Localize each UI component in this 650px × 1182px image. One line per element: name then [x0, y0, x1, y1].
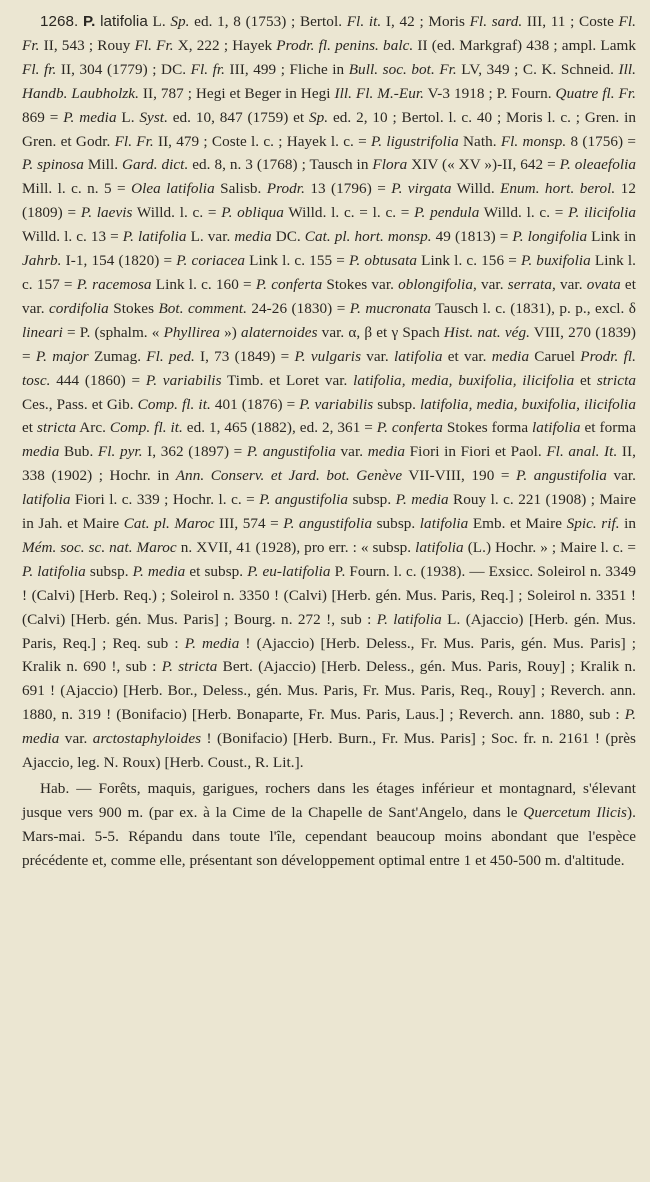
italic-text-run: Fl. it. [346, 13, 382, 30]
italic-text-run: Cat. pl. Maroc [123, 515, 215, 533]
text-run: Willd. [451, 180, 501, 198]
italic-text-run: ovata [586, 275, 621, 293]
italic-text-run: Fl. ped. [146, 347, 195, 365]
italic-text-run: P. angustifolia [259, 491, 349, 509]
text-run: LV, 349 ; C. K. Schneid. [456, 60, 619, 78]
italic-text-run: cordifolia [48, 299, 109, 317]
text-run: I, 42 ; Moris [381, 13, 470, 30]
italic-text-run: media [367, 443, 406, 461]
text-run: Link l. c. 157 = [22, 252, 636, 293]
italic-text-run: P. oleaefolia [559, 156, 637, 174]
italic-text-run: P. media [132, 562, 186, 580]
text-run: Timb. et Loret var. [221, 371, 354, 389]
text-run: Zumag. [88, 347, 147, 365]
text-run: II, 543 ; Rouy [39, 36, 135, 54]
text-run: Link l. c. 160 = [151, 275, 256, 293]
text-run: Nath. [458, 132, 501, 150]
text-run: VII-VIII, 190 = [402, 467, 516, 485]
habitat-paragraph [22, 777, 636, 873]
italic-text-run: P. media [63, 108, 117, 126]
italic-text-run: Gard. dict. [122, 156, 189, 174]
species-epithet: latifolia [100, 13, 148, 30]
italic-text-run: serrata [507, 275, 552, 293]
italic-text-run: Prodr. fl. penins. balc. [276, 36, 414, 54]
text-run: var. [335, 443, 368, 461]
italic-text-run: Hist. nat. vég. [443, 323, 530, 341]
text-run: var. α, β et γ Spach [317, 323, 444, 341]
text-run: Willd. l. c. = l. c. = [283, 204, 415, 222]
italic-text-run: Bot. comment. [158, 299, 247, 317]
text-run: 24-26 (1830) = [246, 299, 350, 317]
text-run: II, 304 (1779) ; DC. [56, 60, 191, 78]
text-block [22, 10, 636, 873]
text-run: subsp. [85, 562, 133, 580]
italic-text-run: Prodr. [266, 180, 305, 198]
italic-text-run: P. variabilis [299, 395, 374, 413]
text-run: 12 (1809) = [22, 180, 636, 222]
italic-text-run: Fl. Fr. [114, 132, 154, 150]
text-run: Willd. l. c. = [479, 204, 569, 222]
text-run: 401 (1876) = [210, 395, 300, 413]
text-run: Bert. (Ajaccio) [Herb. Deless., gén. Mus. Paris, Rouy] ; Kralik n. 691 ! (Ajaccio) [Herb. Bor., Deless., gén. Mus. Paris, Fr. Mus. Paris, Req., Rouy] ; Reverch. ann. 1880, n. 319 ! (Bonifacio) [Herb. Bonaparte, Fr. Mus. Paris, Laus.] ; Reverch. ann. 1880, sub : [22, 658, 636, 724]
italic-text-run: Fl. Fr. [134, 36, 174, 54]
italic-text-run: P. media [395, 491, 449, 509]
italic-text-run: oblongifolia [398, 275, 473, 293]
italic-text-run: Comp. fl. it. [109, 419, 183, 437]
text-run: Rouy l. c. 221 (1908) ; Maire in Jah. et Maire [22, 491, 636, 533]
text-run: , var. [551, 275, 587, 293]
italic-text-run: Flora [372, 156, 408, 174]
italic-text-run: Spic. rif. [566, 515, 620, 533]
italic-text-run: Prodr. fl. tosc. [22, 347, 636, 389]
italic-text-run: Enum. hort. berol. [500, 180, 616, 198]
italic-text-run: P. major [35, 347, 89, 365]
italic-text-run: P. pendula [414, 204, 480, 222]
text-run: Bub. [59, 443, 98, 461]
italic-text-run: alaternoides [241, 323, 318, 341]
text-run: 49 (1813) = [431, 228, 513, 246]
italic-text-run: Quatre fl. Fr. [555, 84, 636, 102]
text-run: subsp. [373, 395, 421, 413]
text-run: et subsp. [185, 562, 248, 580]
text-run: XIV (« XV »)-II, 642 = [407, 156, 560, 174]
text-run: Caruel [529, 347, 581, 365]
italic-text-run: P. conferta [255, 275, 323, 293]
italic-text-run: Ann. Conserv. et Jard. bot. Genève [175, 467, 403, 485]
text-run: var. [361, 347, 394, 365]
text-run: III, 11 ; Coste [522, 13, 619, 30]
text-run: et var. [22, 275, 636, 317]
italic-text-run: Sp. [170, 13, 190, 30]
entry-number: 1268. [40, 13, 79, 30]
text-run: VIII, 270 (1839) = [22, 323, 636, 365]
italic-text-run: latifolia [415, 538, 464, 556]
text-run: (L.) Hochr. » ; Maire l. c. = [463, 538, 636, 556]
italic-text-run: P. angustifolia [283, 515, 373, 533]
italic-text-run: latifolia [22, 491, 71, 509]
text-run: Link l. c. 155 = [245, 252, 349, 270]
italic-text-run: P. coriacea [176, 252, 246, 270]
italic-text-run: Fl. sard. [469, 13, 523, 30]
italic-text-run: Ill. Fl. M.-Eur. [334, 84, 425, 102]
text-run: ! (Bonifacio) [Herb. Burn., Fr. Mus. Paris] ; Soc. fr. n. 2161 ! (près Ajaccio, leg. N. Roux) [Herb. Coust., R. Lit.]. [22, 730, 636, 772]
text-run: var. [606, 467, 636, 485]
text-run: ! (Ajaccio) [Herb. Deless., Fr. Mus. Paris, gén. Mus. Paris] ; Kralik n. 690 !, sub : [22, 634, 637, 676]
text-run: 869 = [22, 108, 64, 126]
italic-text-run: Fl. pyr. [97, 443, 143, 461]
text-run: P. Fourn. l. c. (1938). — Exsicc. Soleirol n. 3349 ! (Calvi) [Herb. Req.) ; Soleirol n. 3350 ! (Calvi) [Herb. gén. Mus. Paris, Req.] ; Soleirol n. 3351 ! (Calvi) [Herb. gén. Mus. Paris] ; Bourg. n. 272 !, sub : [22, 562, 636, 628]
text-run: ed. 1, 8 (1753) ; Bertol. [189, 13, 347, 30]
text-run: ed. 10, 847 (1759) et [167, 108, 310, 126]
italic-text-run: Jahrb. [22, 252, 62, 270]
italic-text-run: stricta [596, 371, 636, 389]
text-run: III, 499 ; Fliche in [225, 60, 349, 78]
italic-text-run: media [22, 443, 60, 461]
italic-text-run: P. conferta [376, 419, 443, 437]
italic-text-run: arctostaphyloides [92, 730, 202, 748]
text-run: ). Mars-mai. 5-5. Répandu dans toute l'île, cependant beaucoup moins abondant que l'espèce précédente et, comme elle, présentant son développement optimal entre 1 et 450-500 m. d'altitude. [22, 803, 636, 869]
text-run: L. [116, 108, 140, 126]
italic-text-run: P. ilicifolia [568, 204, 636, 222]
text-run: ed. 2, 10 ; Bertol. l. c. 40 ; Moris l. c. ; Gren. in Gren. et Godr. [22, 108, 637, 150]
italic-text-run: Phyllirea [163, 323, 220, 341]
text-run: , var. [472, 275, 508, 293]
italic-text-run: Syst. [139, 108, 168, 126]
italic-text-run: P. latifolia [22, 562, 86, 580]
text-run: Stokes var. [322, 275, 399, 293]
italic-text-run: latifolia [532, 419, 581, 437]
text-run: Link in [587, 228, 636, 246]
italic-text-run: P. racemosa [76, 275, 152, 293]
italic-text-run: Sp. [309, 108, 329, 126]
text-run: Link l. c. 156 = [417, 252, 521, 270]
italic-text-run: P. stricta [161, 658, 218, 676]
text-run: 13 (1796) = [304, 180, 392, 198]
italic-text-run: Quercetum Ilicis [523, 803, 628, 821]
italic-text-run: latifolia [419, 515, 469, 533]
text-run: Ces., Pass. et Gib. [22, 395, 138, 413]
italic-text-run: Bull. soc. bot. Fr. [348, 60, 457, 78]
text-run: Arc. [76, 419, 110, 437]
text-run: Hab. — Forêts, maquis, garigues, rochers dans les étages inférieur et montagnard, s'élevant jusque vers 900 m. (par ex. à la Cime de la Chapelle de Sant'Angelo, dans le [22, 780, 636, 821]
species-entry [22, 10, 636, 775]
italic-text-run: P. eu-latifolia [247, 562, 331, 580]
text-run: ed. 8, n. 3 (1768) ; Tausch in [188, 156, 373, 174]
italic-text-run: P. latifolia [122, 228, 187, 246]
italic-text-run: P. buxifolia [520, 252, 591, 270]
habitat-text [22, 780, 636, 869]
italic-text-run: P. obliqua [221, 204, 284, 222]
text-run: n. XVII, 41 (1928), pro err. : « subsp. [176, 538, 416, 556]
text-run: II, 479 ; Coste l. c. ; Hayek l. c. = [153, 132, 371, 150]
text-run: et [22, 419, 37, 437]
italic-text-run: lineari [22, 323, 63, 341]
text-run: et forma [580, 419, 637, 437]
italic-text-run: latifolia, media, buxifolia, ilicifolia [353, 371, 575, 389]
italic-text-run: P. ligustrifolia [370, 132, 459, 150]
text-run: 8 (1756) = [566, 132, 637, 150]
text-run: Tausch l. c. (1831), p. p., excl. δ [431, 299, 636, 317]
text-run: III, 574 = [214, 515, 284, 533]
text-run: Fiori l. c. 339 ; Hochr. l. c. = [70, 491, 260, 509]
text-run: subsp. [372, 515, 420, 533]
italic-text-run: Comp. fl. it. [137, 395, 211, 413]
text-run: I, 73 (1849) = [194, 347, 295, 365]
text-run: Stokes [108, 299, 159, 317]
text-run: Salisb. [214, 180, 267, 198]
italic-text-run: Ill. Handb. Laubholzk. [22, 60, 637, 102]
italic-text-run: P. spinosa [22, 156, 84, 174]
italic-text-run: stricta [36, 419, 77, 437]
italic-text-run: Fl. Fr. [22, 13, 636, 54]
italic-text-run: P. laevis [80, 204, 133, 222]
italic-text-run: Cat. pl. hort. monsp. [304, 228, 432, 246]
text-run: L. var. [186, 228, 235, 246]
italic-text-run: latifolia [393, 347, 443, 365]
text-run: ed. 1, 465 (1882), ed. 2, 361 = [182, 419, 377, 437]
italic-text-run: media [491, 347, 530, 365]
text-run: X, 222 ; Hayek [173, 36, 277, 54]
italic-text-run: Olea latifolia [131, 180, 215, 198]
text-run: I, 362 (1897) = [142, 443, 247, 461]
text-run: et [574, 371, 597, 389]
text-run: Emb. et Maire [468, 515, 567, 533]
text-run: Stokes forma [442, 419, 533, 437]
text-run: L. [147, 13, 171, 30]
italic-text-run: Fl. fr. [190, 60, 226, 78]
text-run: V-3 1918 ; P. Fourn. [424, 84, 556, 102]
text-run: et var. [442, 347, 492, 365]
italic-text-run: media [234, 228, 272, 246]
text-run: var. [59, 730, 93, 748]
text-run: Willd. l. c. 13 = [22, 228, 123, 246]
italic-text-run: Fl. fr. [22, 60, 57, 78]
italic-text-run: P. obtusata [348, 252, 418, 270]
synonymy-text [22, 13, 636, 771]
italic-text-run: P. angustifolia [246, 443, 336, 461]
text-run: I-1, 154 (1820) = [61, 252, 177, 270]
italic-text-run: P. vulgaris [294, 347, 362, 365]
italic-text-run: P. variabilis [145, 371, 222, 389]
text-run: Mill. l. c. n. 5 = [22, 180, 132, 198]
text-run: = P. (sphalm. « [62, 323, 164, 341]
italic-text-run: Mém. soc. sc. nat. Maroc [22, 538, 177, 556]
text-run: II (ed. Markgraf) 438 ; ampl. Lamk [413, 36, 636, 54]
text-run: 444 (1860) = [50, 371, 146, 389]
italic-text-run: Fl. anal. It. [546, 443, 618, 461]
italic-text-run: latifolia, media, buxifolia, ilicifolia [420, 395, 636, 413]
italic-text-run: P. mucronata [349, 299, 432, 317]
text-run: II, 338 (1902) ; Hochr. in [22, 443, 636, 485]
italic-text-run: P. latifolia [376, 610, 442, 628]
text-run: II, 787 ; Hegi et Beger in Hegi [138, 84, 335, 102]
text-run: ») [219, 323, 242, 341]
text-run: L. (Ajaccio) [Herb. gén. Mus. Paris, Req.] ; Req. sub : [22, 610, 636, 652]
genus-abbrev: P. [82, 13, 96, 30]
text-run: in [619, 515, 636, 533]
italic-text-run: P. media [184, 634, 240, 652]
italic-text-run: P. longifolia [512, 228, 588, 246]
italic-text-run: P. media [22, 706, 636, 748]
text-run: DC. [271, 228, 305, 246]
text-run: subsp. [348, 491, 396, 509]
text-run: Fiori in Fiori et Paol. [405, 443, 547, 461]
italic-text-run: P. angustifolia [516, 467, 607, 485]
italic-text-run: P. virgata [391, 180, 452, 198]
italic-text-run: Fl. monsp. [500, 132, 567, 150]
text-run: Mill. [83, 156, 122, 174]
text-run: Willd. l. c. = [132, 204, 222, 222]
